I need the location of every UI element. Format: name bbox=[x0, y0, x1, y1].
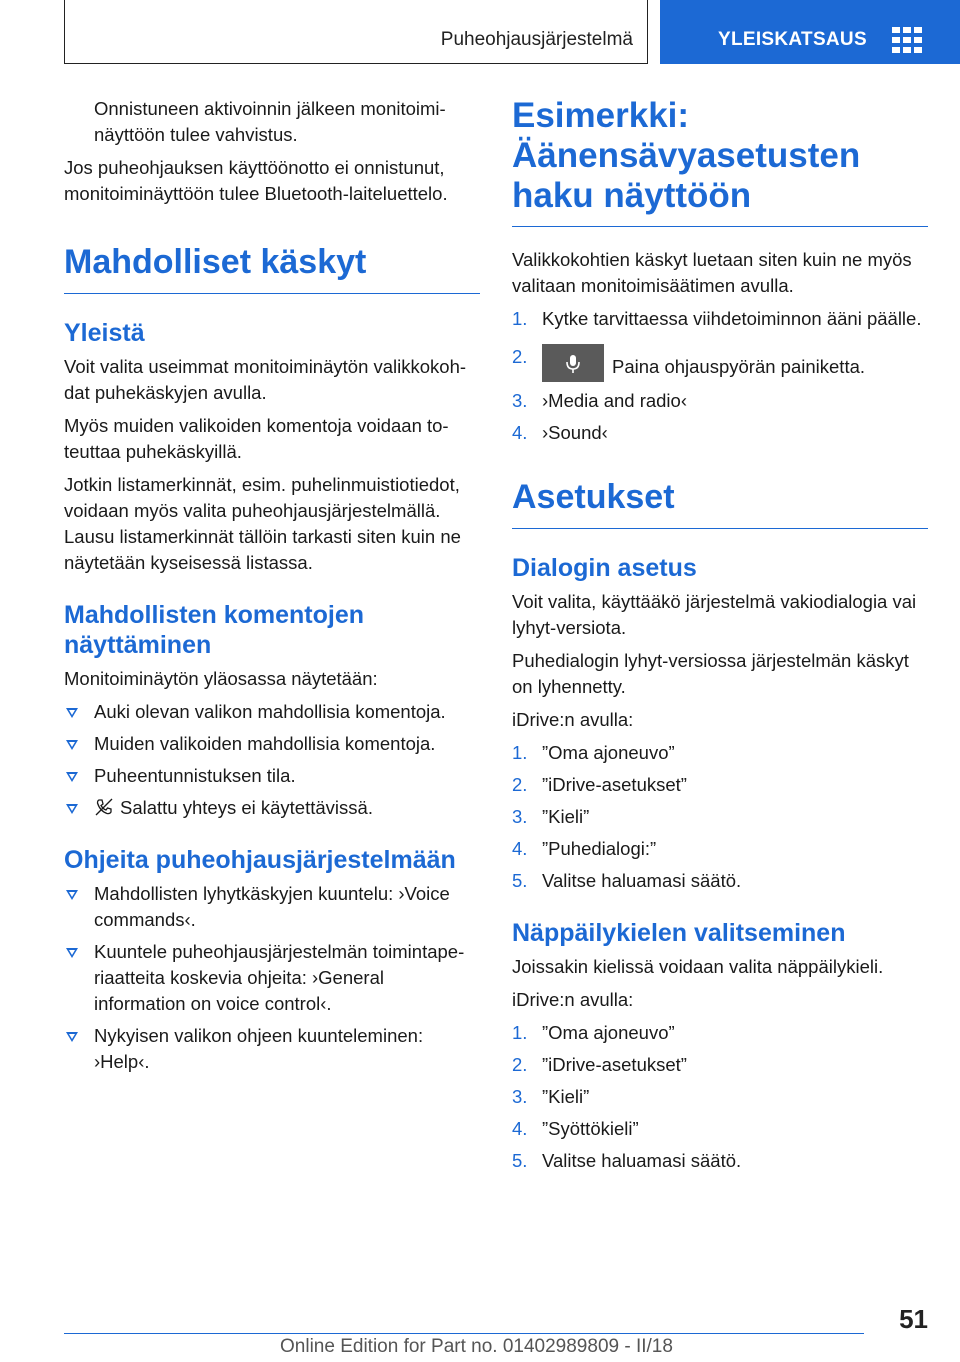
header-section-box bbox=[64, 0, 648, 64]
list-item: Auki olevan valikon mahdollisia komentoja. bbox=[64, 699, 480, 725]
heading-settings: Asetukset bbox=[512, 476, 928, 529]
dialog-paragraph-2: Puhedialogin lyhyt-versiossa järjestelmän käskyt on lyhennetty. bbox=[512, 650, 909, 697]
list-item: 2. Paina ohjauspyörän painiketta. bbox=[512, 344, 928, 382]
footer-divider bbox=[64, 1333, 864, 1334]
list-item: 5. Valitse haluamasi säätö. bbox=[512, 870, 742, 891]
dialog-steps bbox=[512, 740, 928, 894]
section-title: Puheohjausjärjestelmä bbox=[440, 29, 633, 50]
list-item: Muiden valikoiden mahdollisia komentoja. bbox=[64, 731, 480, 757]
dialog-paragraph-3: iDrive:n avulla: bbox=[512, 709, 634, 730]
triangle-bullet-icon bbox=[66, 740, 78, 750]
footer-edition: Online Edition for Part no. 01402989809 - II/18 bbox=[280, 1336, 673, 1357]
list-item: Mahdollisten lyhytkäskyjen kuuntelu: ›Voice commands‹. bbox=[64, 881, 480, 933]
general-paragraph-2: Myös muiden valikoiden komentoja voidaan to-teuttaa puhekäskyillä. bbox=[64, 415, 449, 462]
list-item: Salattu yhteys ei käytettävissä. bbox=[64, 795, 480, 821]
overview-tab-label: YLEISKATSAUS bbox=[718, 29, 867, 50]
list-item: 4. ”Syöttökieli” bbox=[512, 1118, 639, 1139]
general-paragraph-1: Voit valita useimmat monitoiminäytön valikkokoh-dat puhekäskyjen avulla. bbox=[64, 356, 467, 403]
general-paragraph-3: Jotkin listamerkinnät, esim. puhelinmuistiotiedot, voidaan myös valita puheohjausjärjestelmällä. Lausu listamerkinnät tällöin tarkasti siten kuin ne näytetään kyseisessä listassa. bbox=[64, 474, 461, 573]
list-item: 3. ”Kieli” bbox=[512, 806, 590, 827]
list-item: 1. Kytke tarvittaessa viihdetoiminnon ääni päälle. bbox=[512, 308, 922, 329]
grid-icon[interactable] bbox=[892, 27, 922, 53]
triangle-bullet-icon bbox=[66, 948, 78, 958]
heading-keyboard-language: Näppäilykielen valitseminen bbox=[512, 919, 846, 947]
triangle-bullet-icon bbox=[66, 772, 78, 782]
keyboard-steps bbox=[512, 1020, 928, 1174]
help-list bbox=[64, 881, 480, 1075]
example-intro: Valikkokohtien käskyt luetaan siten kuin ne myös valitaan monitoimisäätimen avulla. bbox=[512, 249, 912, 296]
triangle-bullet-icon bbox=[66, 804, 78, 814]
keyboard-paragraph-2: iDrive:n avulla: bbox=[512, 989, 634, 1010]
keyboard-paragraph-1: Joissakin kielissä voidaan valita näppäilykieli. bbox=[512, 956, 884, 977]
list-item: Puheentunnistuksen tila. bbox=[64, 763, 480, 789]
list-item: Nykyisen valikon ohjeen kuunteleminen: ›Help‹. bbox=[64, 1023, 480, 1075]
triangle-bullet-icon bbox=[66, 1032, 78, 1042]
list-item: 2. ”iDrive-asetukset” bbox=[512, 1054, 687, 1075]
list-item: 3. ›Media and radio‹ bbox=[512, 390, 687, 411]
list-item: 4. ”Puhedialogi:” bbox=[512, 838, 657, 859]
list-item: 3. ”Kieli” bbox=[512, 1086, 590, 1107]
heading-help: Ohjeita puheohjausjärjestelmään bbox=[64, 846, 456, 874]
show-commands-list bbox=[64, 699, 480, 821]
heading-general: Yleistä bbox=[64, 319, 145, 347]
overview-tab[interactable] bbox=[660, 0, 960, 64]
right-column bbox=[512, 96, 928, 1180]
triangle-bullet-icon bbox=[66, 708, 78, 718]
list-item: 1. ”Oma ajoneuvo” bbox=[512, 742, 675, 763]
list-item: 5. Valitse haluamasi säätö. bbox=[512, 1150, 742, 1171]
microphone-button-icon bbox=[542, 344, 604, 382]
heading-dialog-setting: Dialogin asetus bbox=[512, 554, 697, 582]
triangle-bullet-icon bbox=[66, 890, 78, 900]
heading-possible-commands: Mahdolliset käskyt bbox=[64, 241, 480, 294]
page-number: 51 bbox=[899, 1304, 928, 1334]
example-steps bbox=[512, 306, 928, 446]
intro-paragraph-1: Onnistuneen aktivoinnin jälkeen monitoimi-näyttöön tulee vahvistus. bbox=[94, 98, 446, 145]
heading-show-commands: Mahdollisten komentojen näyttäminen bbox=[64, 601, 365, 659]
list-item: Kuuntele puheohjausjärjestelmän toimintape-riaatteita koskevia ohjeita: ›General information on voice control‹. bbox=[64, 939, 480, 1017]
list-item: 4. ›Sound‹ bbox=[512, 422, 608, 443]
heading-example: Esimerkki: Äänensävyasetusten haku näyttöön bbox=[512, 96, 928, 227]
left-column bbox=[64, 96, 480, 1081]
encrypted-connection-unavailable-icon bbox=[94, 797, 114, 817]
show-commands-intro: Monitoiminäytön yläosassa näytetään: bbox=[64, 668, 378, 689]
list-item: 1. ”Oma ajoneuvo” bbox=[512, 1022, 675, 1043]
list-item: 2. ”iDrive-asetukset” bbox=[512, 774, 687, 795]
intro-paragraph-2: Jos puheohjauksen käyttöönotto ei onnistunut, monitoiminäyttöön tulee Bluetooth-laiteluettelo. bbox=[64, 157, 448, 204]
dialog-paragraph-1: Voit valita, käyttääkö järjestelmä vakiodialogia vai lyhyt-versiota. bbox=[512, 591, 917, 638]
